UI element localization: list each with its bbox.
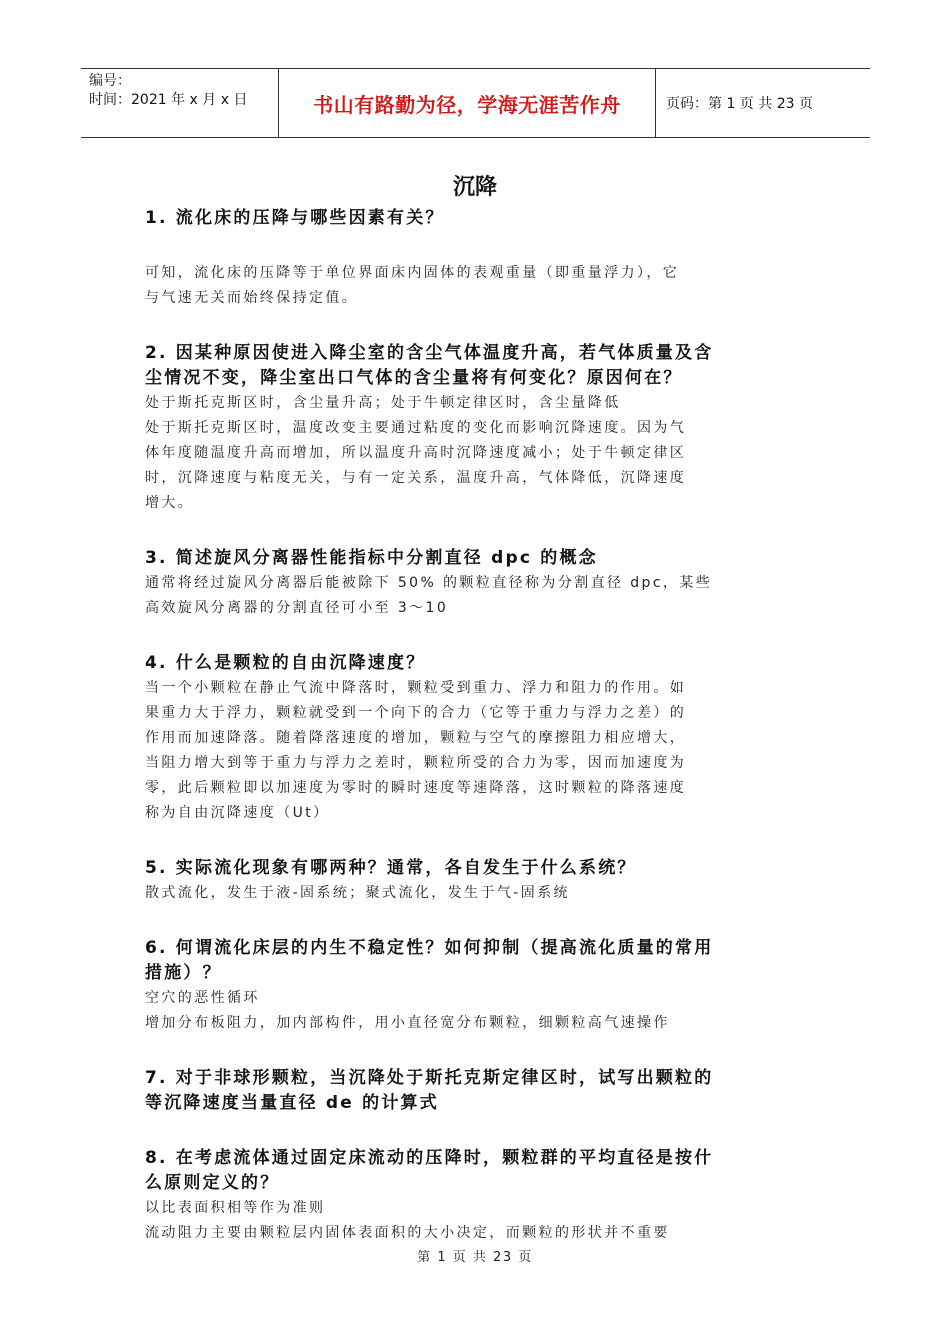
question-6: 6. 何谓流化床层的内生不稳定性？如何抑制（提高流化质量的常用 (145, 938, 714, 958)
answer-line: 处于斯托克斯区时，含尘量升高；处于牛顿定律区时，含尘量降低 (145, 395, 621, 411)
answer-line: 称为自由沉降速度（Ut） (145, 805, 330, 821)
document-number-label: 编号： (89, 73, 131, 89)
header-page-info: 页码：第 1 页 共 23 页 (666, 96, 813, 112)
answer-line: 当阻力增大到等于重力与浮力之差时，颗粒所受的合力为零，因而加速度为 (145, 755, 687, 771)
answer-line: 散式流化，发生于液-固系统；聚式流化，发生于气-固系统 (145, 885, 570, 901)
answer-line: 作用而加速降落。随着降落速度的增加，颗粒与空气的摩擦阻力相应增大， (145, 730, 687, 746)
question-5: 5. 实际流化现象有哪两种？通常，各自发生于什么系统？ (145, 858, 637, 878)
answer-line: 果重力大于浮力，颗粒就受到一个向下的合力（它等于重力与浮力之差）的 (145, 705, 687, 721)
question-2: 2. 因某种原因使进入降尘室的含尘气体温度升高，若气体质量及含 (145, 343, 714, 363)
document-body (145, 206, 810, 1246)
answer-line: 以比表面积相等作为准则 (145, 1200, 326, 1216)
question-7: 7. 对于非球形颗粒，当沉降处于斯托克斯定律区时，试写出颗粒的 (145, 1068, 714, 1088)
answer-line: 空穴的恶性循环 (145, 990, 260, 1006)
document-title: 沉降 (452, 175, 497, 200)
question-8-cont: 么原则定义的？ (145, 1173, 280, 1193)
answer-line: 当一个小颗粒在静止气流中降落时，颗粒受到重力、浮力和阻力的作用。如 (145, 680, 687, 696)
question-1: 1. 流化床的压降与哪些因素有关？ (145, 208, 445, 228)
answer-line: 体年度随温度升高而增加，所以温度升高时沉降速度减小；处于牛顿定律区 (145, 445, 687, 461)
question-8: 8. 在考虑流体通过固定床流动的压降时，颗粒群的平均直径是按什 (145, 1148, 714, 1168)
question-7-cont: 等沉降速度当量直径 de 的计算式 (145, 1093, 439, 1113)
header-motto: 书山有路勤为径，学海无涯苦作舟 (279, 69, 656, 137)
question-2-cont: 尘情况不变，降尘室出口气体的含尘量将有何变化？原因何在？ (145, 368, 683, 388)
answer-line: 增大。 (145, 495, 195, 511)
question-6-cont: 措施）？ (145, 963, 222, 983)
answer-line: 通常将经过旋风分离器后能被除下 50% 的颗粒直径称为分割直径 dpc，某些 (145, 575, 713, 591)
answer-line: 可知，流化床的压降等于单位界面床内固体的表观重量（即重量浮力），它 (145, 265, 680, 281)
answer-line: 高效旋风分离器的分割直径可小至 3～10 (145, 600, 449, 616)
answer-line: 时，沉降速度与粘度无关，与有一定关系，温度升高，气体降低，沉降速度 (145, 470, 687, 486)
document-date: 时间：2021 年 x 月 x 日 (89, 92, 248, 108)
answer-line: 增加分布板阻力，加内部构件，用小直径宽分布颗粒，细颗粒高气速操作 (145, 1015, 670, 1031)
answer-line: 处于斯托克斯区时，温度改变主要通过粘度的变化而影响沉降速度。因为气 (145, 420, 687, 436)
question-3: 3. 简述旋风分离器性能指标中分割直径 dpc 的概念 (145, 548, 598, 568)
page-header (81, 68, 870, 138)
header-meta (81, 69, 279, 137)
answer-line: 流动阻力主要由颗粒层内固体表面积的大小决定，而颗粒的形状并不重要 (145, 1225, 670, 1241)
question-4: 4. 什么是颗粒的自由沉降速度？ (145, 653, 426, 673)
page-footer: 第 1 页 共 23 页 (417, 1250, 533, 1265)
answer-line: 与气速无关而始终保持定值。 (145, 290, 359, 306)
answer-line: 零，此后颗粒即以加速度为零时的瞬时速度等速降落，这时颗粒的降落速度 (145, 780, 687, 796)
